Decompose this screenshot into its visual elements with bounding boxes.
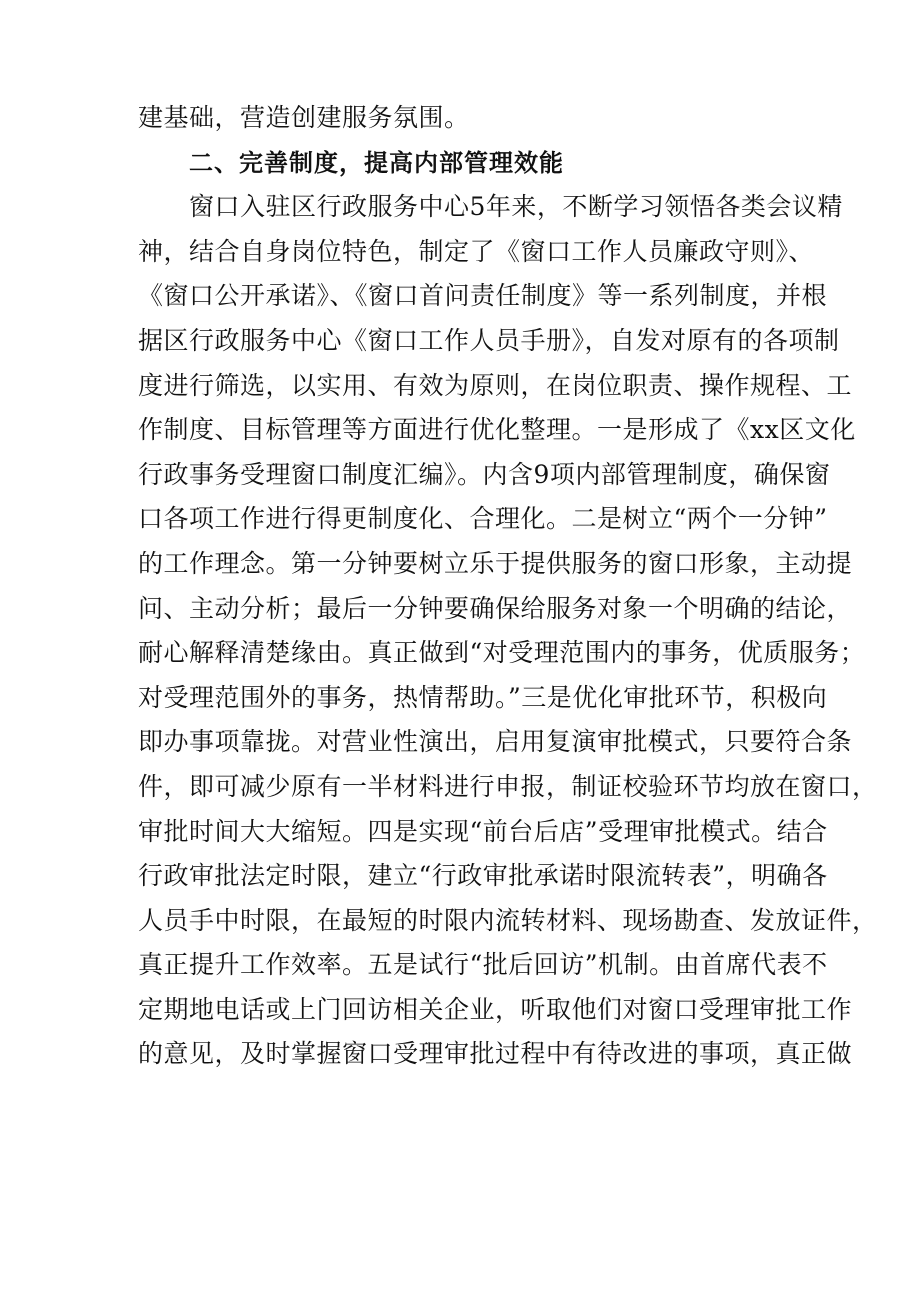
paragraph-line-4: 神，结合自身岗位特色，制定了《窗口工作人员廉政守则》、 — [138, 236, 815, 266]
paragraph-line-17: 审批时间大大缩短。四是实现“前台后店”受理审批模式。结合 — [138, 816, 828, 846]
paragraph-line-15: 即办事项靠拢。对营业性演出，启用复演审批模式，只要符合条 — [138, 727, 853, 757]
paragraph-line-22: 的意见，及时掌握窗口受理审批过程中有待改进的事项，真正做 — [138, 1039, 853, 1069]
paragraph-line-7: 度进行筛选，以实用、有效为原则，在岗位职责、操作规程、工 — [138, 370, 853, 400]
paragraph-line-11: 的工作理念。第一分钟要树立乐于提供服务的窗口形象，主动提 — [138, 548, 853, 578]
paragraph-line-18: 行政审批法定时限，建立“行政审批承诺时限流转表”，明确各 — [138, 861, 828, 891]
paragraph-line-10: 口各项工作进行得更制度化、合理化。二是树立“两个一分钟” — [138, 504, 828, 534]
section-heading: 二、完善制度，提高内部管理效能 — [189, 148, 564, 177]
paragraph-line-8: 作制度、目标管理等方面进行优化整理。一是形成了《xx区文化 — [138, 415, 856, 445]
paragraph-line-3: 窗口入驻区行政服务中心5年来，不断学习领悟各类会议精 — [189, 192, 843, 222]
paragraph-line-5: 《窗口公开承诺》、《窗口首问责任制度》等一系列制度，并根 — [138, 281, 828, 311]
document-body — [138, 96, 878, 1077]
paragraph-line-13: 耐心解释清楚缘由。真正做到“对受理范围内的事务，优质服务； — [138, 638, 866, 668]
paragraph-line-9: 行政事务受理窗口制度汇编》。内含9项内部管理制度，确保窗 — [138, 459, 831, 489]
paragraph-line-21: 定期地电话或上门回访相关企业，听取他们对窗口受理审批工作 — [138, 994, 853, 1024]
paragraph-line-20: 真正提升工作效率。五是试行“批后回访”机制。由首席代表不 — [138, 950, 828, 980]
paragraph-line-19: 人员手中时限，在最短的时限内流转材料、现场勘查、发放证件， — [138, 905, 878, 935]
paragraph-line-14: 对受理范围外的事务，热情帮助。”三是优化审批环节，积极向 — [138, 682, 828, 712]
paragraph-line-6: 据区行政服务中心《窗口工作人员手册》，自发对原有的各项制 — [138, 325, 840, 355]
paragraph-line-16: 件，即可减少原有一半材料进行申报，制证校验环节均放在窗口， — [138, 771, 878, 801]
paragraph-line-12: 问、主动分析；最后一分钟要确保给服务对象一个明确的结论， — [138, 593, 853, 623]
paragraph-line-1: 建基础，营造创建服务氛围。 — [138, 103, 470, 132]
